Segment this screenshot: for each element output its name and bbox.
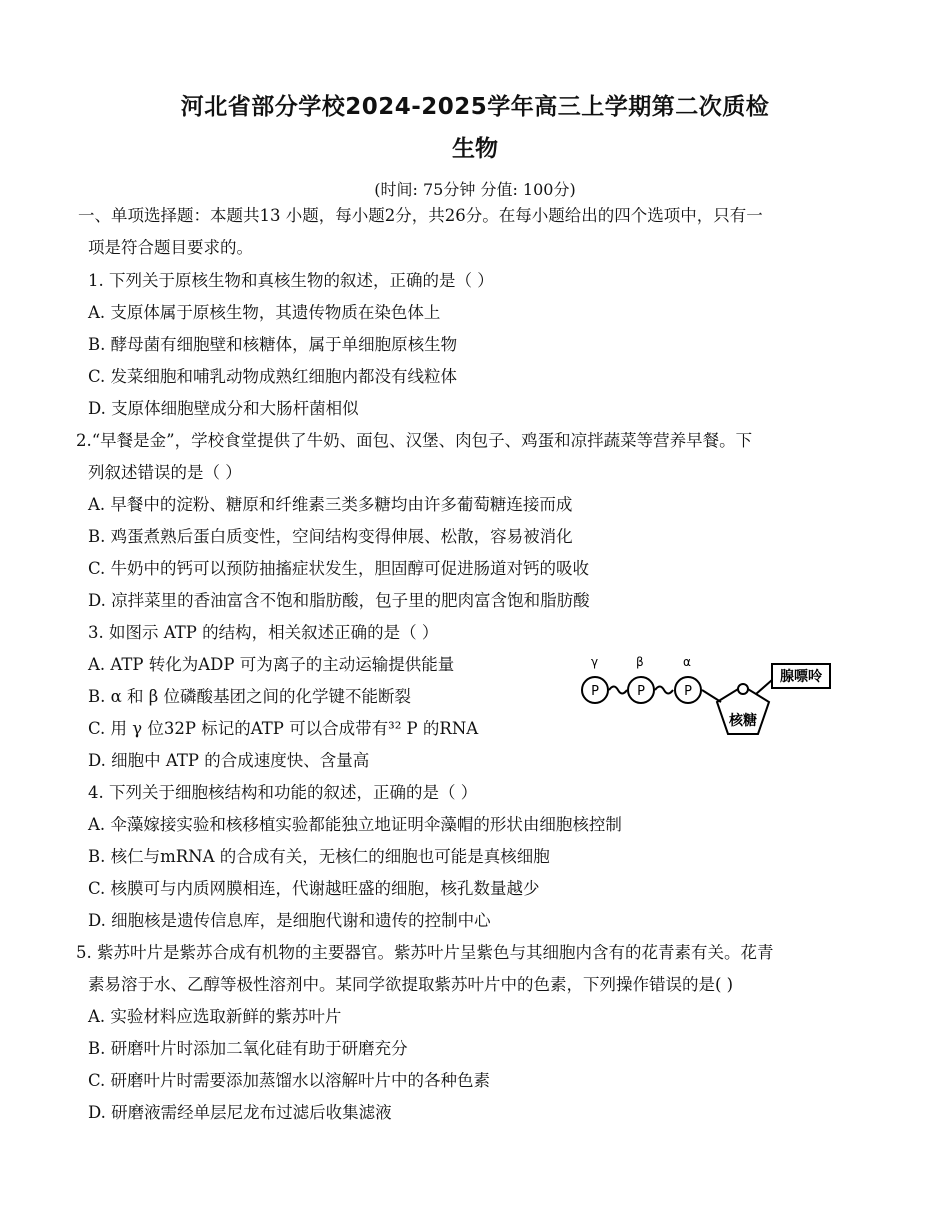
q2-option-a: A. 早餐中的淀粉、糖原和纤维素三类多糖均由许多葡萄糖连接而成 xyxy=(88,495,573,514)
q2-option-d: D. 凉拌菜里的香油富含不饱和脂肪酸，包子里的肥肉富含饱和脂肪酸 xyxy=(88,591,590,610)
q1-option-d: D. 支原体细胞壁成分和大肠杆菌相似 xyxy=(88,399,359,418)
beta-label: β xyxy=(636,655,644,669)
adenine-label: 腺嘌呤 xyxy=(780,669,822,685)
q1-option-b: B. 酵母菌有细胞壁和核糖体，属于单细胞原核生物 xyxy=(88,335,458,354)
q5-option-d: D. 研磨液需经单层尼龙布过滤后收集滤液 xyxy=(88,1103,392,1122)
q3-stem: 3. 如图示 ATP 的结构，相关叙述正确的是（ ） xyxy=(88,623,439,642)
q5-option-a: A. 实验材料应选取新鲜的紫苏叶片 xyxy=(88,1007,342,1026)
gamma-label: γ xyxy=(591,655,599,669)
q4-option-c: C. 核膜可与内质网膜相连，代谢越旺盛的细胞，核孔数量越少 xyxy=(88,879,540,898)
q5-stem-cont: 素易溶于水、乙醇等极性溶剂中。某同学欲提取紫苏叶片中的色素，下列操作错误的是( ) xyxy=(88,975,734,994)
alpha-label: α xyxy=(683,655,691,669)
section-heading: 一、单项选择题：本题共13 小题，每小题2分，共26分。在每小题给出的四个选项中，只有一 xyxy=(78,206,763,225)
q5-option-b: B. 研磨叶片时添加二氧化硅有助于研磨充分 xyxy=(88,1039,408,1058)
q4-option-a: A. 伞藻嫁接实验和核移植实验都能独立地证明伞藻帽的形状由细胞核控制 xyxy=(88,815,622,834)
q4-option-d: D. 细胞核是遗传信息库，是细胞代谢和遗传的控制中心 xyxy=(88,911,491,930)
q4-stem: 4. 下列关于细胞核结构和功能的叙述，正确的是（ ） xyxy=(88,783,478,802)
q5-option-c: C. 研磨叶片时需要添加蒸馏水以溶解叶片中的各种色素 xyxy=(88,1071,491,1090)
phosphate-alpha-label: P xyxy=(684,684,692,699)
q2-stem: 2.“早餐是金”，学校食堂提供了牛奶、面包、汉堡、肉包子、鸡蛋和凉拌蔬菜等营养早餐。下 xyxy=(76,431,753,450)
q2-stem-cont: 列叙述错误的是（ ） xyxy=(88,463,242,482)
ribose-oxygen xyxy=(738,684,748,694)
atp-structure-figure xyxy=(578,652,838,744)
q3-option-b: B. α 和 β 位磷酸基团之间的化学键不能断裂 xyxy=(88,687,412,706)
q5-stem: 5. 紫苏叶片是紫苏合成有机物的主要器官。紫苏叶片呈紫色与其细胞内含有的花青素有关。花青 xyxy=(76,943,774,962)
q3-option-d: D. 细胞中 ATP 的合成速度快、含量高 xyxy=(88,751,370,770)
q1-option-c: C. 发菜细胞和哺乳动物成熟红细胞内都没有线粒体 xyxy=(88,367,458,386)
q2-option-b: B. 鸡蛋煮熟后蛋白质变性，空间结构变得伸展、松散，容易被消化 xyxy=(88,527,573,546)
q1-option-a: A. 支原体属于原核生物，其遗传物质在染色体上 xyxy=(88,303,441,322)
high-energy-bond-2 xyxy=(655,687,673,694)
ribose-label: 核糖 xyxy=(729,713,757,729)
subject-title: 生物 xyxy=(452,136,498,162)
q3-option-c: C. 用 γ 位32P 标记的ATP 可以合成带有³² P 的RNA xyxy=(88,719,479,738)
q1-stem: 1. 下列关于原核生物和真核生物的叙述，正确的是（ ） xyxy=(88,271,494,290)
q4-option-b: B. 核仁与mRNA 的合成有关，无核仁的细胞也可能是真核细胞 xyxy=(88,847,550,866)
q3-option-a: A. ATP 转化为ADP 可为离子的主动运输提供能量 xyxy=(88,655,455,674)
phosphate-gamma-label: P xyxy=(591,684,599,699)
ribose-base-bond xyxy=(756,680,772,694)
exam-title: 河北省部分学校2024-2025学年高三上学期第二次质检 xyxy=(180,94,770,120)
section-heading-cont: 项是符合题目要求的。 xyxy=(88,238,253,257)
exam-meta: (时间: 75分钟 分值: 100分) xyxy=(374,180,576,199)
high-energy-bond-1 xyxy=(609,687,627,694)
q2-option-c: C. 牛奶中的钙可以预防抽搐症状发生，胆固醇可促进肠道对钙的吸收 xyxy=(88,559,590,578)
phosphate-beta-label: P xyxy=(637,684,645,699)
